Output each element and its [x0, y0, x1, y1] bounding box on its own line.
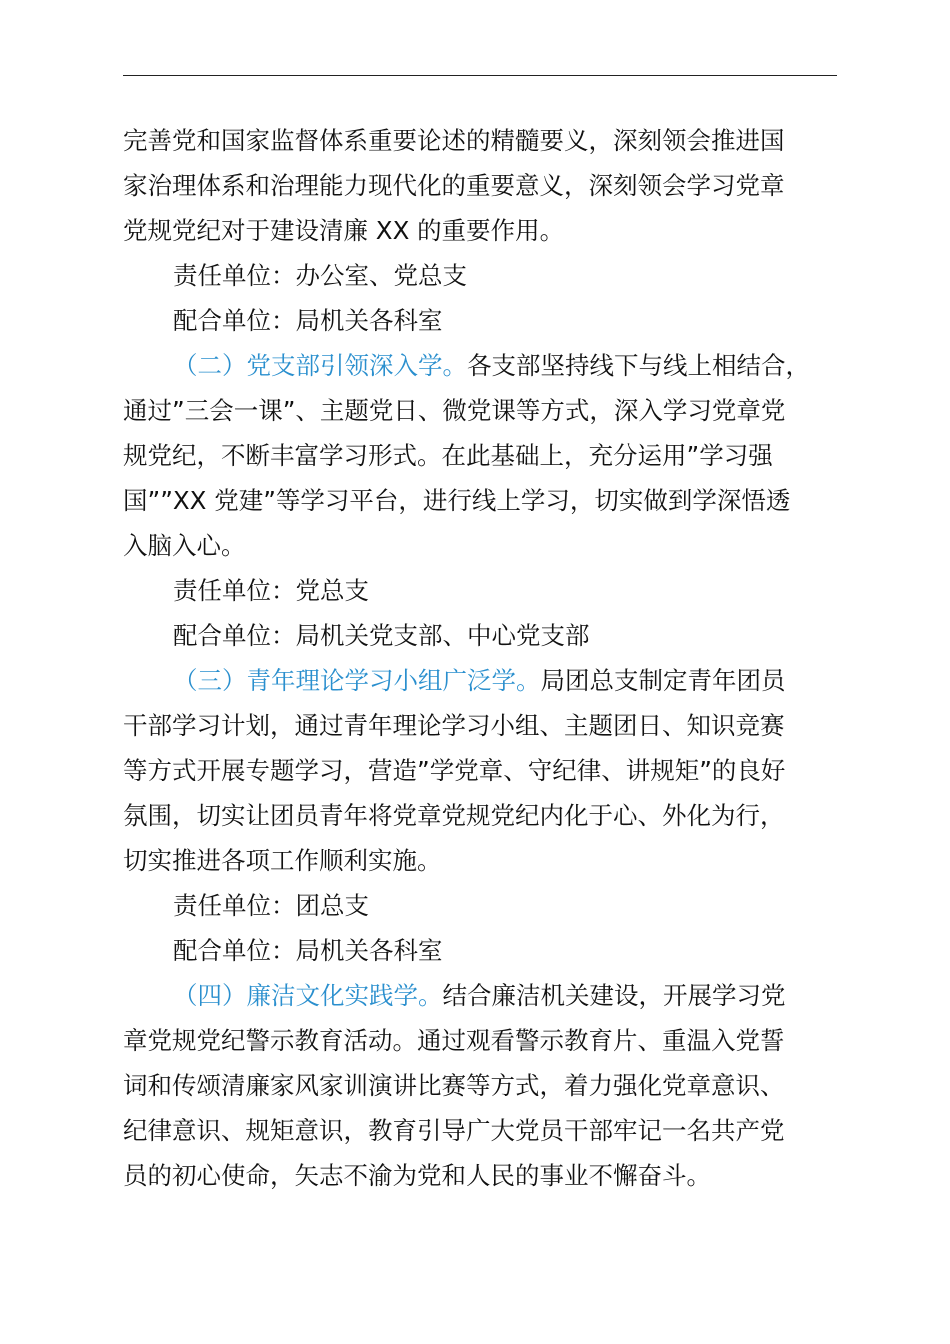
header-rule — [123, 75, 837, 76]
document-body — [123, 118, 839, 1198]
paragraph-line: 完善党和国家监督体系重要论述的精髓要义，深刻领会推进国 — [123, 126, 785, 155]
paragraph-text: 各支部坚持线下与线上相结合， — [467, 351, 810, 380]
responsible-unit: 责任单位：团总支 — [173, 891, 369, 920]
paragraph-line: 干部学习计划，通过青年理论学习小组、主题团日、知识竞赛 — [123, 711, 785, 740]
paragraph-text: 结合廉洁机关建设，开展学习党 — [442, 981, 786, 1010]
paragraph-line: 切实推进各项工作顺利实施。 — [123, 846, 442, 875]
section-heading: （二）党支部引领深入学。 — [173, 351, 467, 380]
paragraph-line: 氛围，切实让团员青年将党章党规党纪内化于心、外化为行， — [123, 801, 785, 830]
paragraph-line: 员的初心使命，矢志不渝为党和人民的事业不懈奋斗。 — [123, 1161, 711, 1190]
paragraph-line: 党规党纪对于建设清廉 XX 的重要作用。 — [123, 216, 565, 245]
paragraph-line: 词和传颂清廉家风家训演讲比赛等方式，着力强化党章意识、 — [123, 1071, 785, 1100]
paragraph-line: 等方式开展专题学习，营造”学党章、守纪律、讲规矩”的良好 — [123, 756, 786, 785]
paragraph-line: 章党规党纪警示教育活动。通过观看警示教育片、重温入党誓 — [123, 1026, 785, 1055]
paragraph-line: 通过”三会一课”、主题党日、微党课等方式，深入学习党章党 — [123, 396, 786, 425]
section-three-first-line — [123, 658, 839, 703]
paragraph-line: 国””XX 党建”等学习平台，进行线上学习，切实做到学深悟透 — [123, 486, 791, 515]
section-four-first-line — [123, 973, 839, 1018]
responsible-unit: 责任单位：办公室、党总支 — [173, 261, 467, 290]
cooperating-unit: 配合单位：局机关党支部、中心党支部 — [173, 621, 590, 650]
section-two-first-line — [123, 343, 839, 388]
paragraph-line: 入脑入心。 — [123, 531, 246, 560]
paragraph-line: 家治理体系和治理能力现代化的重要意义，深刻领会学习党章 — [123, 171, 785, 200]
responsible-unit: 责任单位：党总支 — [173, 576, 369, 605]
paragraph-text: 局团总支制定青年团员 — [540, 666, 786, 695]
cooperating-unit: 配合单位：局机关各科室 — [173, 936, 443, 965]
section-heading: （四）廉洁文化实践学。 — [173, 981, 443, 1010]
section-heading: （三）青年理论学习小组广泛学。 — [173, 666, 541, 695]
paragraph-line: 纪律意识、规矩意识，教育引导广大党员干部牢记一名共产党 — [123, 1116, 785, 1145]
paragraph-line: 规党纪，不断丰富学习形式。在此基础上，充分运用”学习强 — [123, 441, 773, 470]
cooperating-unit: 配合单位：局机关各科室 — [173, 306, 443, 335]
